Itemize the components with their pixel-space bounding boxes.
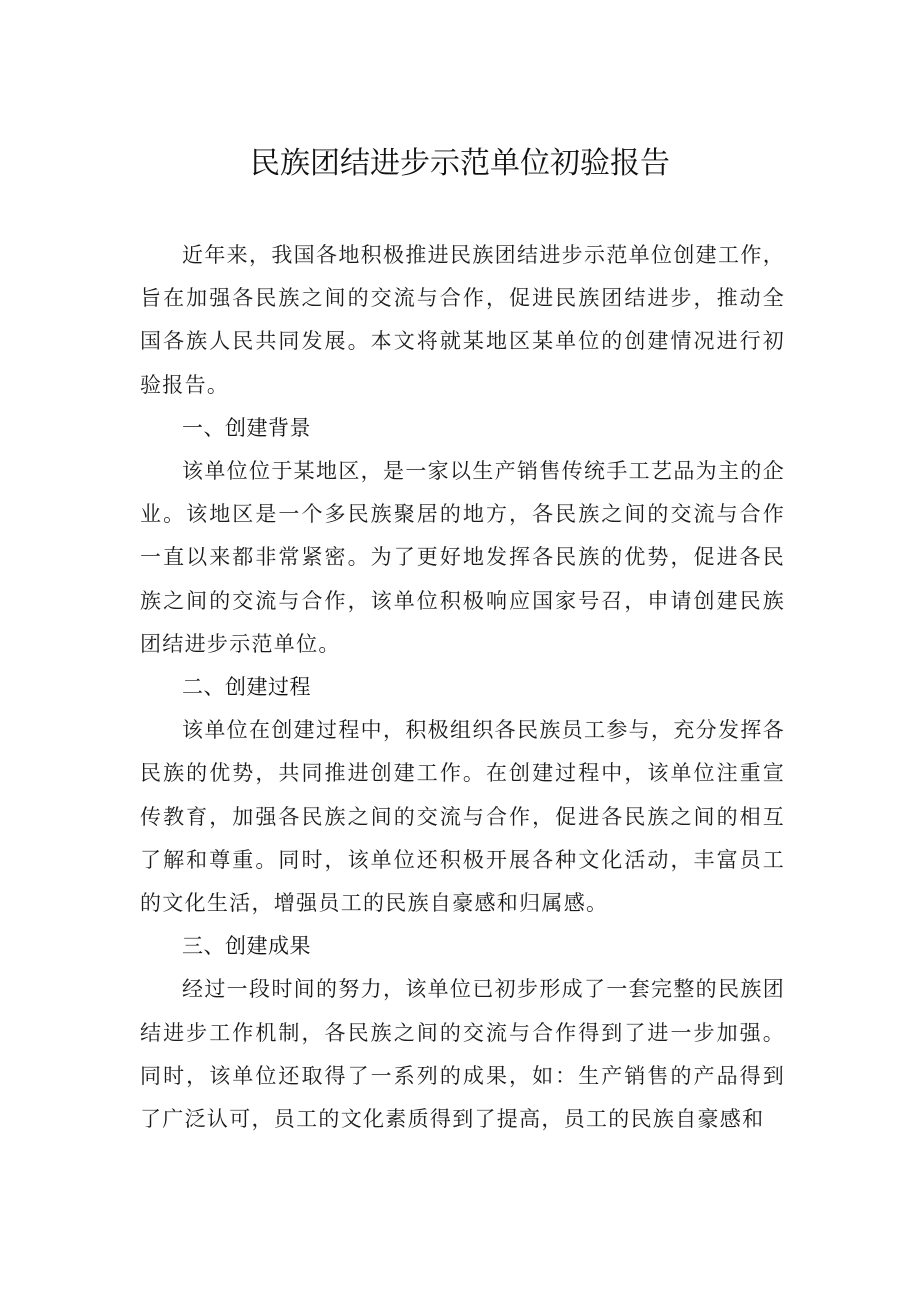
document-title: 民族团结进步示范单位初验报告 [250, 146, 670, 181]
section-paragraph-process: 该单位在创建过程中，积极组织各民族员工参与，充分发挥各民族的优势，共同推进创建工作。在创建过程中，该单位注重宣传教育，加强各民族之间的交流与合作，促进各民族之间的相互了解和尊重。同时，该单位还积极开展各种文化活动，丰富员工的文化生活，增强员工的民族自豪感和归属感。 [140, 718, 785, 916]
section-heading-results: 三、创建成果 [182, 934, 311, 959]
section-heading-process: 二、创建过程 [182, 675, 311, 700]
section-heading-background: 一、创建背景 [182, 415, 311, 440]
section-paragraph-results: 经过一段时间的努力，该单位已初步形成了一套完整的民族团结进步工作机制，各民族之间的交流与合作得到了进一步加强。同时，该单位还取得了一系列的成果，如：生产销售的产品得到了广泛认可，员工的文化素质得到了提高，员工的民族自豪感和 [140, 977, 785, 1132]
intro-paragraph: 近年来，我国各地积极推进民族团结进步示范单位创建工作，旨在加强各民族之间的交流与合作，促进民族团结进步，推动全国各族人民共同发展。本文将就某地区某单位的创建情况进行初验报告。 [140, 243, 785, 397]
document-body [140, 234, 785, 1141]
section-paragraph-background: 该单位位于某地区，是一家以生产销售传统手工艺品为主的企业。该地区是一个多民族聚居的地方，各民族之间的交流与合作一直以来都非常紧密。为了更好地发挥各民族的优势，促进各民族之间的交流与合作，该单位积极响应国家号召，申请创建民族团结进步示范单位。 [140, 459, 785, 656]
